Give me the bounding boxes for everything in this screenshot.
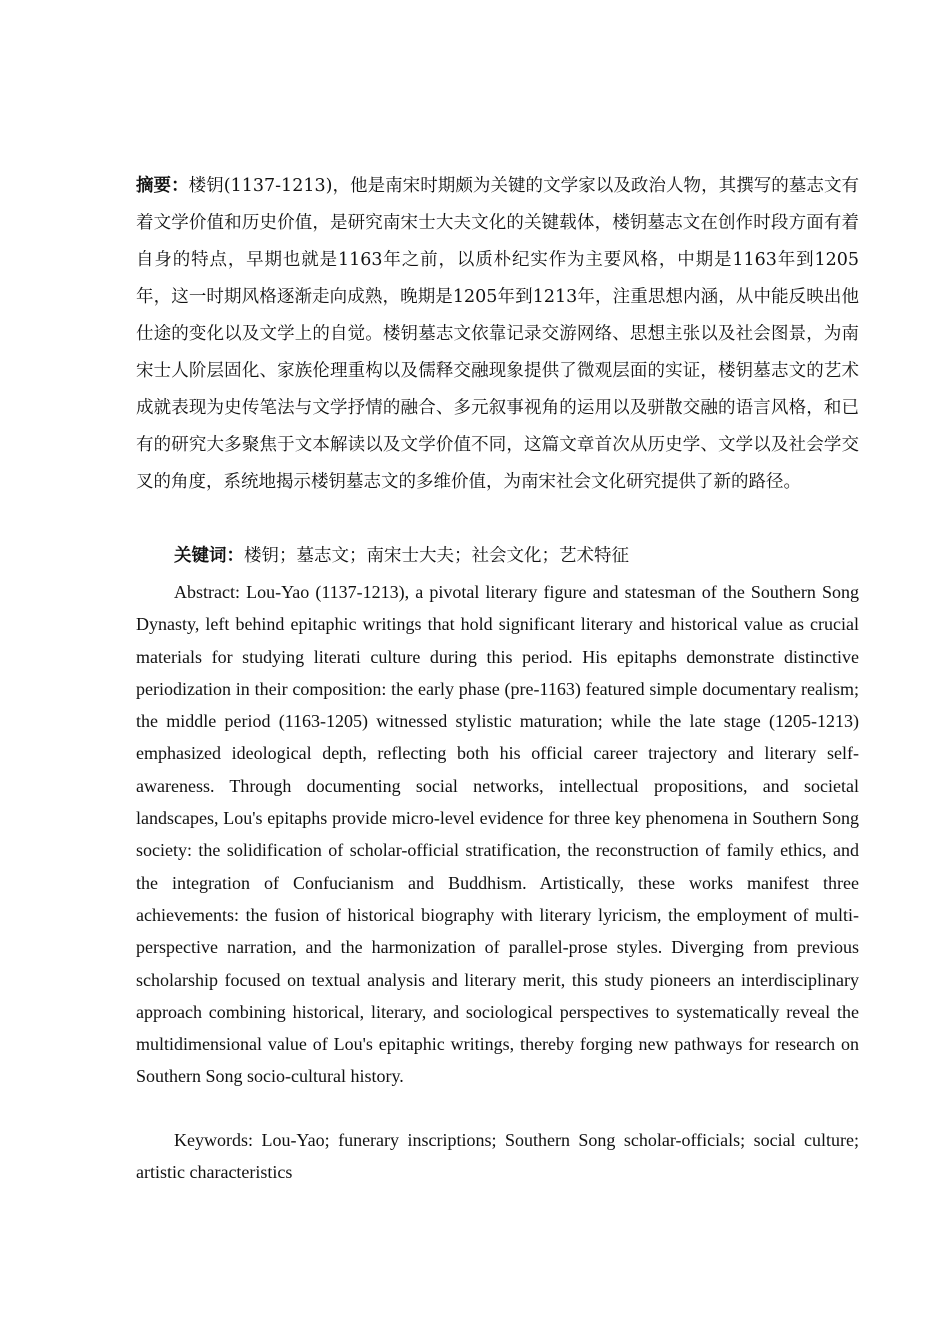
- chinese-abstract-text: 楼钥(1137-1213)，他是南宋时期颇为关键的文学家以及政治人物，其撰写的墓志文有着文学价值和历史价值，是研究南宋士大夫文化的关键载体，楼钥墓志文在创作时段方面有着自身的特点，早期也就是1163年之前，以质朴纪实作为主要风格，中期是1163年到1205年，这一时期风格逐渐走向成熟，晚期是1205年到1213年，注重思想内涵，从中能反映出他仕途的变化以及文学上的自觉。楼钥墓志文依靠记录交游网络、思想主张以及社会图景，为南宋士人阶层固化、家族伦理重构以及儒释交融现象提供了微观层面的实证，楼钥墓志文的艺术成就表现为史传笔法与文学抒情的融合、多元叙事视角的运用以及骈散交融的语言风格，和已有的研究大多聚焦于文本解读以及文学价值不同，这篇文章首次从历史学、文学以及社会学交叉的角度，系统地揭示楼钥墓志文的多维价值，为南宋社会文化研究提供了新的路径。: [136, 176, 860, 492]
- english-keywords: Keywords: Lou-Yao; funerary inscriptions; Southern Song scholar-officials; social culture; artistic characteristics: [136, 1130, 859, 1183]
- chinese-keywords-label: 关键词：: [174, 546, 244, 566]
- chinese-keywords: [136, 538, 859, 575]
- chinese-abstract: [136, 168, 859, 501]
- chinese-keywords-text: 楼钥；墓志文；南宋士大夫；社会文化；艺术特征: [244, 546, 629, 566]
- chinese-abstract-label: 摘要：: [136, 176, 189, 196]
- english-abstract: Abstract: Lou-Yao (1137-1213), a pivotal literary figure and statesman of the Southern Song Dynasty, left behind epitaphic writings that hold significant literary and historical value as crucial materials for studying literati culture during this period. His epitaphs demonstrate distinctive periodization in their composition: the early phase (pre-1163) featured simple documentary realism; the middle period (1163-1205) witnessed stylistic maturation; while the late stage (1205-1213) emphasized ideological depth, reflecting both his official career trajectory and literary self-awareness. Through documenting social networks, intellectual propositions, and societal landscapes, Lou's epitaphs provide micro-level evidence for three key phenomena in Southern Song society: the solidification of scholar-official stratification, the reconstruction of family ethics, and the integration of Confucianism and Buddhism. Artistically, these works manifest three achievements: the fusion of historical biography with literary lyricism, the employment of multi-perspective narration, and the harmonization of parallel-prose styles. Diverging from previous scholarship focused on textual analysis and literary merit, this study pioneers an interdisciplinary approach combining historical, literary, and sociological perspectives to systematically reveal the multidimensional value of Lou's epitaphic writings, thereby forging new pathways for research on Southern Song socio-cultural history.: [136, 582, 859, 1087]
